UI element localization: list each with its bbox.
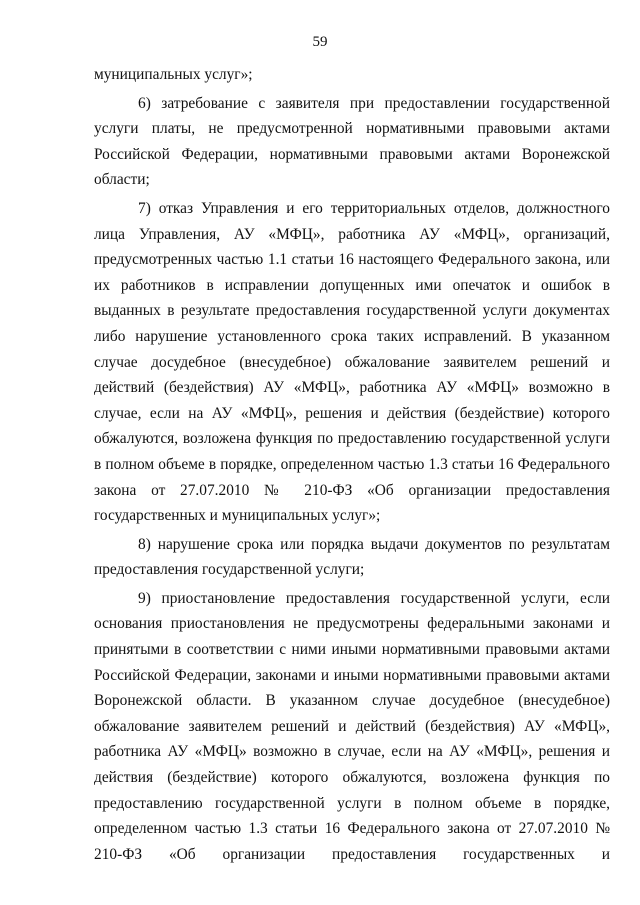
document-body (94, 62, 610, 870)
paragraph-item-8: 8) нарушение срока или порядка выдачи документов по результатам предоставления государственной услуги; (94, 535, 610, 579)
paragraph-item-6: 6) затребование с заявителя при предоставлении государственной услуги платы, не предусмотренной нормативными правовыми актами Российской Федерации, нормативными правовыми актами Воронежской области; (94, 94, 610, 189)
paragraph-item-9: 9) приостановление предоставления государственной услуги, если основания приостановления не предусмотрены федеральными законами и принятыми в соответствии с ними иными нормативными правовыми актами Российской Федерации, законами и иными нормативными правовыми актами Воронежской области. В указанном случае досудебное (внесудебное) обжалование заявителем решений и действий (бездействия) АУ «МФЦ», работника АУ «МФЦ» возможно в случае, если на АУ «МФЦ», решения и действия (бездействие) которого обжалуются, возложена функция по предоставлению государственной услуги в полном объеме в порядке, определенном частью 1.3 статьи 16 Федерального закона от 27.07.2010 № 210-ФЗ «Об организации предоставления государственных и (94, 589, 610, 863)
paragraph-continuation: муниципальных услуг»; (94, 66, 253, 83)
paragraph-item-7: 7) отказ Управления и его территориальных отделов, должностного лица Управления, АУ «МФЦ», работника АУ «МФЦ», организаций, предусмотренных частью 1.1 статьи 16 настоящего Федерального закона, или их работников в исправлении допущенных ими опечаток и ошибок в выданных в результате предоставления государственной услуги документах либо нарушение установленного срока таких исправлений. В указанном случае досудебное (внесудебное) обжалование заявителем решений и действий (бездействия) АУ «МФЦ», работника АУ «МФЦ» возможно в случае, если на АУ «МФЦ», решения и действия (бездействие) которого обжалуются, возложена функция по предоставлению государственной услуги в полном объеме в порядке, определенном частью 1.3 статьи 16 Федерального закона от 27.07.2010 № 210-ФЗ «Об организации предоставления государственных и муниципальных услуг»; (94, 199, 610, 525)
page-number: 59 (312, 34, 328, 50)
